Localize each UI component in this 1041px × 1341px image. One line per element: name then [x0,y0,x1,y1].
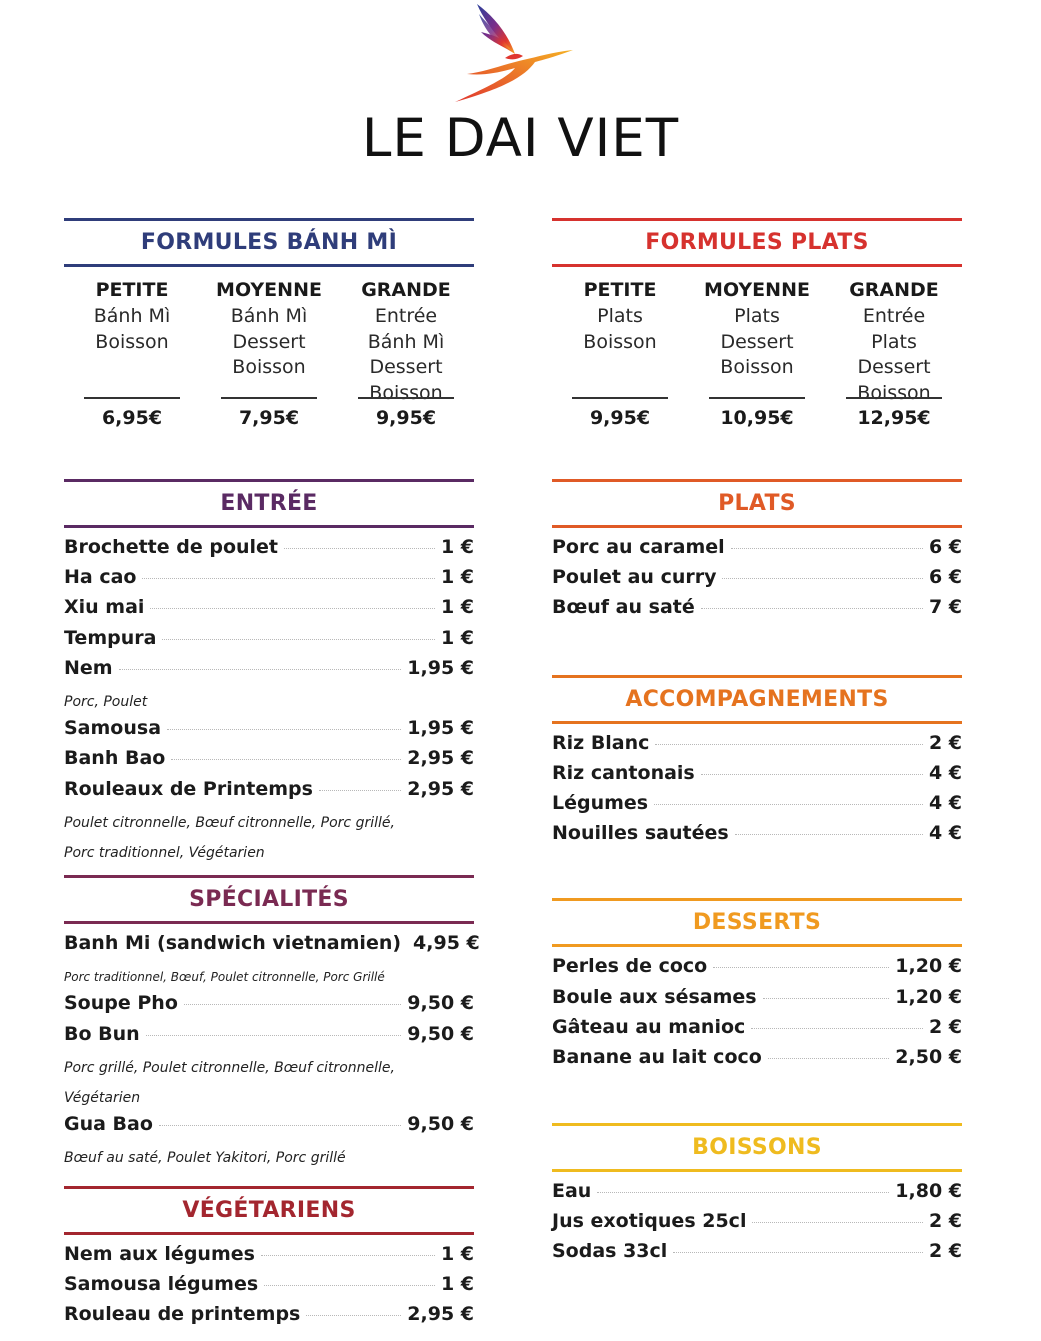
item-name: Nouilles sautées [552,822,729,845]
accompagnements-header: ACCOMPAGNEMENTS [552,675,962,724]
item-name: Bo Bun [64,1022,140,1045]
formule-price: 10,95€ [720,407,794,429]
item-price: 1,20 € [895,955,962,978]
item-name: Ha cao [64,566,137,589]
plats-list [552,528,962,627]
item-note: Porc, Poulet [64,693,148,710]
left-column [64,218,480,1333]
item-price: 4 € [928,761,962,784]
menu-item-row [64,596,474,626]
menu-item-row [552,596,962,626]
boissons-list [552,1172,962,1271]
item-price: 2 € [928,731,962,754]
boissons-header: BOISSONS [552,1123,962,1172]
dotted-leader [261,1255,435,1256]
menu-item-row [64,1243,474,1273]
formule-items [583,304,656,355]
menu-item-row [552,732,962,762]
item-name: Riz cantonais [552,761,695,784]
menu-item-row [552,792,962,822]
formule-item: Dessert [720,330,794,353]
dotted-leader [264,1285,435,1286]
menu-item-row [552,762,962,792]
item-price: 1,20 € [895,985,962,1008]
item-name: Poulet au curry [552,566,717,589]
menu-item-row [552,536,962,566]
formule-item: Dessert [857,356,931,378]
menu-item-row [64,1273,474,1303]
formules-banh-mi-header: FORMULES BÁNH MÌ [64,218,474,267]
crane-bird-icon [445,2,580,107]
item-name: Jus exotiques 25cl [552,1210,747,1233]
menu-item-row [64,566,474,596]
price-divider [709,397,805,399]
formule-item: Bánh Mì [93,305,171,327]
menu-item-row [552,822,962,852]
item-name: Bœuf au saté [552,596,695,619]
item-price: 1,95 € [407,656,474,679]
item-note: Porc traditionnel, Bœuf, Poulet citronnelle, Porc Grillé [64,970,385,985]
item-name: Perles de coco [552,955,708,978]
menu-item-row [64,657,474,687]
item-name: Rouleaux de Printemps [64,777,313,800]
formule-item: Boisson [857,381,931,404]
menu-item-row [552,1180,962,1210]
item-name: Boule aux sésames [552,985,757,1008]
formule-size-label: PETITE [95,279,169,301]
dotted-leader [763,998,890,999]
item-price: 9,50 € [407,1022,474,1045]
dotted-leader [306,1315,401,1316]
menu-item-row [64,932,480,962]
menu-item-row [552,955,962,985]
right-column [552,218,962,1271]
formule-column [84,267,180,449]
specialites-list [64,924,480,1174]
item-price: 1 € [440,536,474,558]
dotted-leader [768,1058,889,1059]
dotted-leader [150,608,435,609]
item-name: Sodas 33cl [552,1240,668,1263]
dotted-leader [701,608,923,609]
item-price: 1 € [440,1272,474,1295]
item-note: Poulet citronnelle, Bœuf citronnelle, Porc grillé, [64,814,395,831]
specialites-header: SPÉCIALITÉS [64,875,474,924]
menu-item-row [552,1210,962,1240]
formule-item: Dessert [232,330,306,353]
formule-size-label: MOYENNE [704,279,810,301]
price-divider [84,397,180,399]
item-name: Banh Bao [64,747,166,770]
dotted-leader [184,1004,401,1005]
formule-item: Bánh Mì [230,305,308,327]
item-name: Samousa [64,717,162,740]
dotted-leader [159,1125,401,1126]
menu-item-row [64,1113,474,1143]
item-name: Brochette de poulet [64,536,279,558]
menu-item-row [64,536,474,566]
formule-price: 6,95€ [101,407,163,429]
formules-banh-mi-table [64,267,474,449]
item-price: 2,50 € [895,1045,962,1068]
menu-item-row [552,986,962,1016]
item-price: 7 € [928,596,962,619]
menu-item-row [64,778,474,808]
formule-item: Boisson [583,330,657,353]
dotted-leader [284,548,435,549]
item-note: Porc traditionnel, Végétarien [64,844,265,861]
item-name: Nem aux légumes [64,1242,255,1265]
dotted-leader [655,744,923,745]
dotted-leader [171,759,401,760]
dotted-leader [167,729,401,730]
formule-items [857,304,930,406]
formule-column [572,267,668,449]
formule-items [94,304,170,355]
item-price: 6 € [928,566,962,589]
menu-item-row [552,1016,962,1046]
dotted-leader [751,1028,923,1029]
item-name: Porc au caramel [552,536,725,558]
menu-item-row [552,566,962,596]
item-name: Banh Mi (sandwich vietnamien) [64,932,402,955]
item-price: 2,95 € [407,777,474,800]
entree-header: ENTRÉE [64,479,474,528]
item-name: Gâteau au manioc [552,1015,746,1038]
item-price: 1 € [440,626,474,649]
item-name: Rouleau de printemps [64,1302,301,1325]
item-price: 1,95 € [407,717,474,740]
item-price: 1,80 € [895,1180,962,1203]
item-name: Xiu mai [64,596,145,619]
formule-item: Boisson [720,356,794,378]
dotted-leader [146,1035,402,1036]
item-price: 1 € [440,566,474,589]
dotted-leader [597,1192,889,1193]
dotted-leader [713,967,889,968]
accompagnements-list [552,724,962,853]
item-name: Riz Blanc [552,731,650,754]
formule-items [368,304,444,406]
item-name: Nem [64,656,113,679]
formule-size-label: MOYENNE [216,279,322,301]
item-note: Végétarien [64,1090,141,1106]
item-price: 4 € [928,791,962,814]
formule-price: 9,95€ [375,407,437,429]
formule-item: Plats [734,305,780,327]
formule-item: Plats [597,305,643,327]
formule-column [216,267,322,449]
formule-size-label: GRANDE [361,279,451,301]
dotted-leader [673,1252,923,1253]
formule-price: 12,95€ [857,407,931,429]
formule-item: Boisson [369,381,443,404]
item-price: 2 € [928,1015,962,1038]
plats-header: PLATS [552,479,962,528]
dotted-leader [319,790,401,791]
price-divider [221,397,317,399]
item-price: 4 € [928,822,962,845]
menu-item-row [64,747,474,777]
formule-items [231,304,307,381]
item-note: Porc grillé, Poulet citronnelle, Bœuf citronnelle, [64,1059,395,1076]
item-price: 2 € [928,1210,962,1233]
restaurant-name: LE DAI VIET [361,108,680,169]
price-divider [846,397,942,399]
formule-item: Bánh Mì [367,330,445,353]
item-price: 9,50 € [407,1113,474,1136]
menu-item-row [552,1240,962,1270]
item-price: 2,95 € [407,747,474,770]
item-price: 1 € [440,1242,474,1265]
item-name: Soupe Pho [64,992,178,1015]
formule-column [358,267,454,449]
desserts-header: DESSERTS [552,898,962,947]
menu-item-row [64,992,474,1022]
formule-size-label: GRANDE [849,279,939,301]
dotted-leader [654,804,923,805]
dotted-leader [731,548,923,549]
formule-items [720,304,793,381]
item-name: Samousa légumes [64,1272,259,1295]
menu-item-row [64,1303,474,1333]
item-price: 9,50 € [407,992,474,1015]
formule-item: Boisson [95,330,169,353]
dotted-leader [752,1222,922,1223]
price-divider [572,397,668,399]
formule-item: Entrée [374,305,438,327]
formule-item: Dessert [369,356,443,378]
dotted-leader [162,639,434,640]
desserts-list [552,947,962,1076]
item-price: 4,95 € [413,932,480,955]
item-name: Eau [552,1180,592,1203]
menu-item-row [64,627,474,657]
item-name: Banane au lait coco [552,1045,762,1068]
dotted-leader [735,834,923,835]
item-name: Tempura [64,626,157,649]
item-name: Légumes [552,791,649,814]
item-note: Bœuf au saté, Poulet Yakitori, Porc grillé [64,1150,346,1167]
formule-price: 9,95€ [589,407,651,429]
formule-item: Plats [871,330,917,353]
entree-list [64,528,474,868]
formule-item: Boisson [232,356,306,378]
formule-item: Entrée [862,305,926,327]
item-name: Gua Bao [64,1113,153,1136]
dotted-leader [722,578,922,579]
item-price: 1 € [440,596,474,619]
formule-column [846,267,942,449]
item-price: 6 € [928,536,962,558]
price-divider [358,397,454,399]
item-price: 2 € [928,1240,962,1263]
formule-price: 7,95€ [238,407,300,429]
menu-item-row [64,717,474,747]
formules-plats-header: FORMULES PLATS [552,218,962,267]
vegetariens-header: VÉGÉTARIENS [64,1186,474,1235]
menu-item-row [64,1023,474,1053]
vegetariens-list [64,1235,474,1334]
formule-size-label: PETITE [583,279,657,301]
formule-column [704,267,810,449]
dotted-leader [119,669,402,670]
dotted-leader [142,578,434,579]
menu-item-row [552,1046,962,1076]
dotted-leader [701,774,923,775]
formules-plats-table [552,267,962,449]
item-price: 2,95 € [407,1302,474,1325]
